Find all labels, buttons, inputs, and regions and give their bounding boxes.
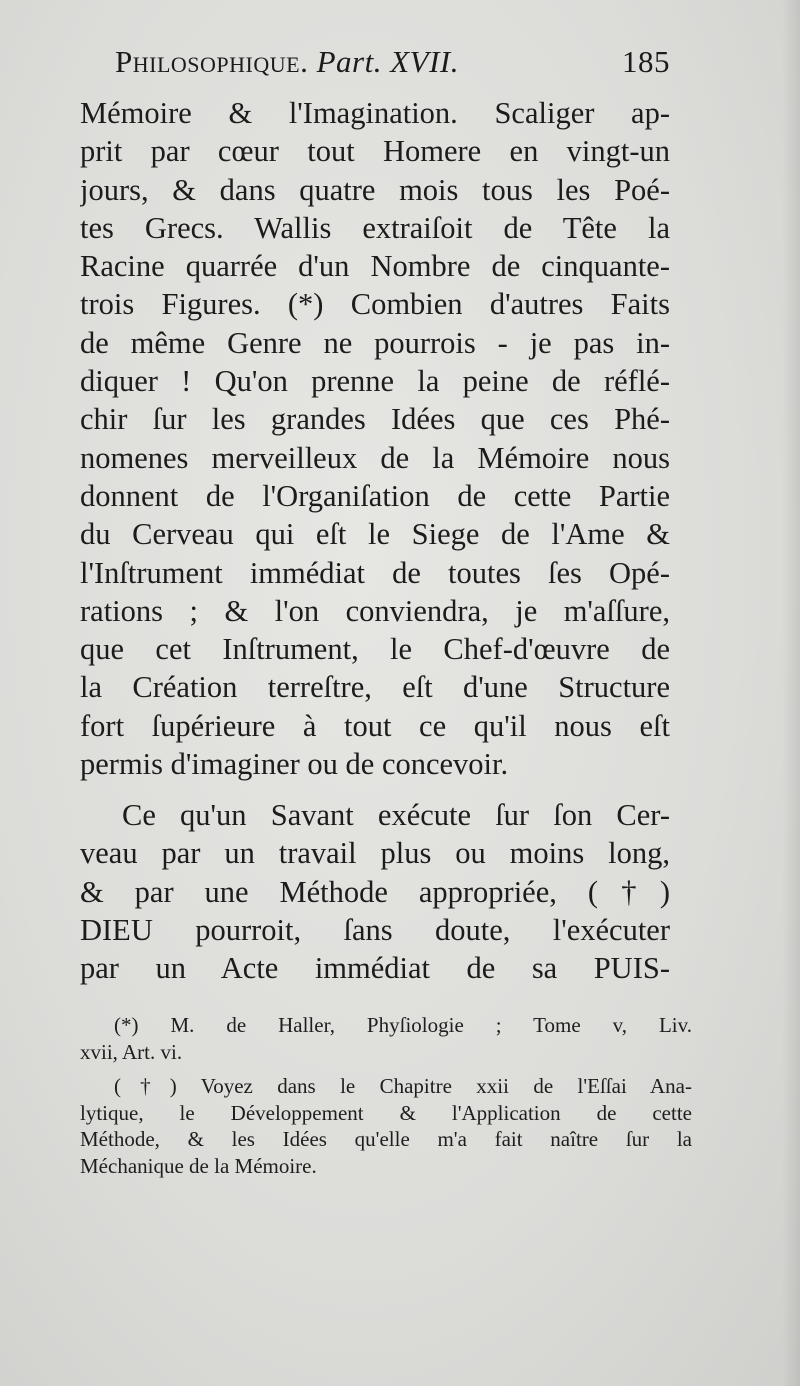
footnote-line: lytique, le Développement & l'Application de cette [80, 1100, 692, 1125]
page-edge-shadow [782, 0, 800, 1386]
footnote-line: xvii, Art. vi. [80, 1039, 183, 1064]
footnote-line: Méchanique de la Mémoire. [80, 1153, 317, 1178]
text-line: par un Acte immédiat de sa PUIS- [80, 951, 670, 986]
running-head-part: Part. XVII. [316, 44, 459, 79]
text-line: l'Inſtrument immédiat de toutes ſes Opé- [80, 555, 670, 590]
footnote-line: (†) Voyez dans le Chapitre xxii de l'Eſſai Ana- [114, 1074, 692, 1098]
text-line: permis d'imaginer ou de concevoir. [80, 747, 509, 782]
text-line: Mémoire & l'Imagination. Scaliger ap- [80, 96, 670, 130]
text-line: diquer ! Qu'on prenne la peine de réflé- [80, 364, 670, 399]
text-line: nomenes merveilleux de la Mémoire nous [80, 440, 670, 475]
text-line: du Cerveau qui eſt le Siege de l'Ame & [80, 517, 670, 552]
footnote-line: Méthode, & les Idées qu'elle m'a fait naître ſur la [80, 1127, 692, 1151]
text-line: que cet Inſtrument, le Chef-d'œuvre de [80, 632, 670, 667]
text-line: veau par un travail plus ou moins long, [80, 836, 670, 871]
running-head-title [115, 44, 459, 80]
text-line: Racine quarrée d'un Nombre de cinquante- [80, 249, 670, 284]
footnotes [80, 1012, 692, 1179]
text-line: chir ſur les grandes Idées que ces Phé- [80, 402, 670, 437]
page-number: 185 [622, 44, 670, 79]
text-line: tes Grecs. Wallis extraiſoit de Tête la [80, 210, 670, 245]
footnote-gap [80, 1065, 692, 1073]
paragraph-1 [80, 94, 670, 783]
text-line: donnent de l'Organiſation de cette Partie [80, 478, 670, 513]
text-line: fort ſupérieure à tout ce qu'il nous eſt [80, 708, 670, 743]
text-line: rations ; & l'on conviendra, je m'aſſure, [80, 593, 670, 628]
text-line: DIEU pourroit, ſans doute, l'exécuter [80, 912, 670, 947]
text-line: de même Genre ne pourrois - je pas in- [80, 325, 670, 360]
footnote-line: (*) M. de Haller, Phyſiologie ; Tome v, Liv. [114, 1013, 692, 1037]
paragraph-2 [80, 796, 670, 987]
text-line: prit par cœur tout Homere en vingt-un [80, 134, 670, 169]
text-line: & par une Méthode appropriée, (†) [80, 874, 670, 909]
running-head-title-text: Philosophique. [115, 44, 317, 79]
text-line: trois Figures. (*) Combien d'autres Faits [80, 287, 670, 322]
text-line: Ce qu'un Savant exécute ſur ſon Cer- [122, 798, 670, 832]
running-head [115, 44, 670, 88]
text-line: jours, & dans quatre mois tous les Poé- [80, 172, 670, 207]
text-line: la Création terreſtre, eſt d'une Structure [80, 670, 670, 705]
